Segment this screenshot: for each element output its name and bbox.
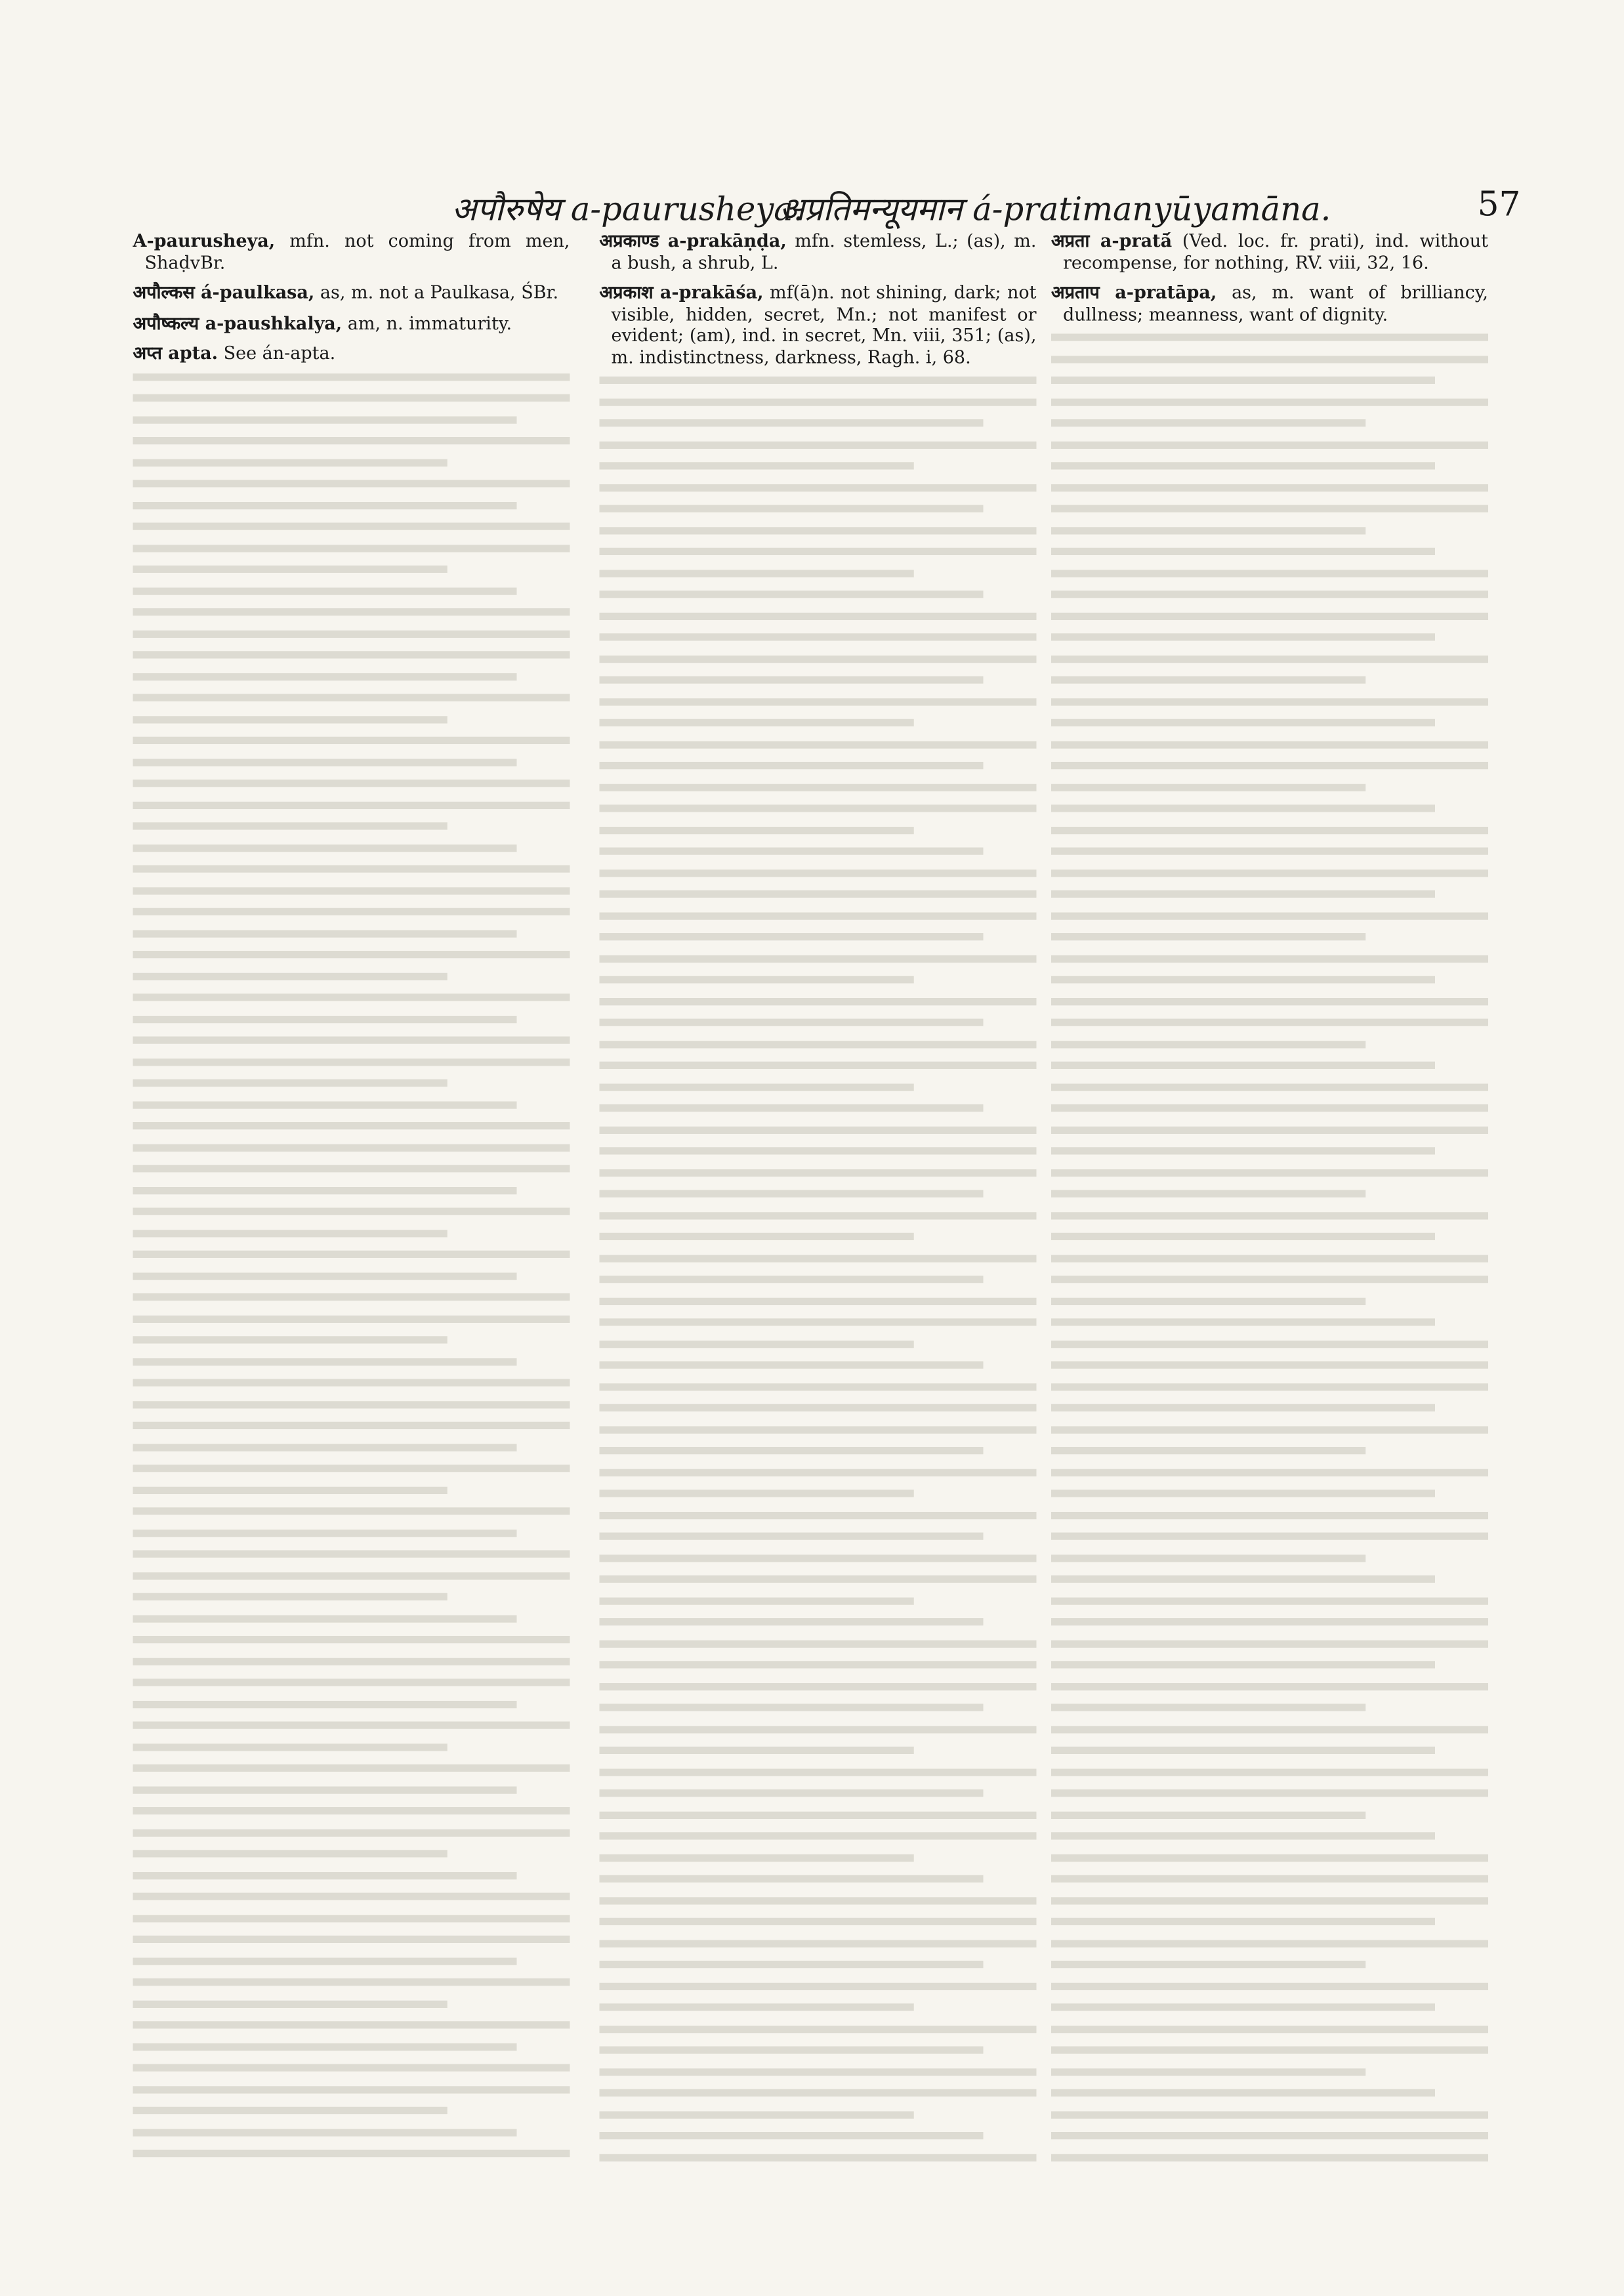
entry-text-placeholder <box>1051 719 1436 726</box>
entry-text-placeholder <box>133 1829 570 1836</box>
entry-text-placeholder <box>1051 955 1488 962</box>
entry-text-placeholder <box>1051 1297 1365 1305</box>
entry-text-placeholder <box>600 569 914 576</box>
entry-text-placeholder <box>600 677 984 684</box>
entry-text-placeholder <box>600 848 984 855</box>
entry-text-placeholder <box>600 441 1037 448</box>
text-columns <box>127 230 1521 2150</box>
entry-text-placeholder <box>600 1811 1037 1818</box>
entry-text-placeholder <box>600 2154 1037 2161</box>
entry-text-placeholder <box>1051 655 1488 662</box>
entry-text-placeholder <box>133 887 570 894</box>
entry-text-placeholder <box>600 1961 984 1968</box>
entry-text-placeholder <box>600 698 1037 705</box>
entry-text-placeholder <box>1051 1062 1436 1069</box>
entry-text-placeholder <box>1051 826 1488 833</box>
entry-text-placeholder <box>1051 1083 1488 1090</box>
entry-text-placeholder <box>1051 740 1488 747</box>
entry-text-placeholder <box>600 1211 1037 1219</box>
dictionary-entry <box>133 312 570 334</box>
entry-text-placeholder <box>1051 1276 1488 1283</box>
entry-headword: A-paurusheya, <box>133 230 276 251</box>
entry-text-placeholder <box>600 955 1037 962</box>
entry-text-placeholder <box>600 2025 1037 2032</box>
entry-definition: as, m. want of brilliancy, dullness; meanness, want of dignity. <box>1063 282 1488 324</box>
entry-text-placeholder <box>1051 2132 1488 2139</box>
entry-text-placeholder <box>600 655 1037 662</box>
entry-text-placeholder <box>133 1015 518 1022</box>
entry-text-placeholder <box>600 1939 1037 1946</box>
column-right <box>1051 230 1488 2150</box>
entry-text-placeholder <box>600 1297 1037 1305</box>
entry-text-placeholder <box>1051 1533 1488 1540</box>
entry-text-placeholder <box>600 633 1037 640</box>
entry-text-placeholder <box>133 2128 518 2135</box>
entry-text-placeholder <box>600 1126 1037 1133</box>
entry-text-placeholder <box>133 1100 518 1108</box>
entry-text-placeholder <box>600 976 914 983</box>
entry-text-placeholder <box>133 673 518 680</box>
entry-text-placeholder <box>1051 1104 1488 1112</box>
entry-text-placeholder <box>1051 612 1488 619</box>
entry-text-placeholder <box>600 526 1037 533</box>
entry-text-placeholder <box>600 484 1037 491</box>
entry-text-placeholder <box>1051 526 1365 533</box>
entry-text-placeholder <box>600 1789 984 1797</box>
header-right-guideword: अप्रतिमन्यूयमान á-pratimanyūyamāna. <box>780 192 1331 229</box>
entry-text-placeholder <box>1051 804 1436 812</box>
entry-text-placeholder <box>600 1768 1037 1775</box>
entry-text-placeholder <box>1051 890 1436 898</box>
entry-text-placeholder <box>600 997 1037 1005</box>
entry-text-placeholder <box>133 1914 570 1921</box>
entry-text-placeholder <box>133 737 570 744</box>
entry-text-placeholder <box>1051 462 1436 469</box>
entry-headword: अपौष्कल्य a-paushkalya, <box>133 312 343 333</box>
entry-text-placeholder <box>1051 548 1436 555</box>
entry-text-placeholder <box>1051 762 1488 769</box>
entry-text-placeholder <box>1051 783 1365 791</box>
entry-text-placeholder <box>600 1618 984 1625</box>
entry-text-placeholder <box>600 1597 914 1604</box>
entry-text-placeholder <box>1051 1362 1488 1369</box>
entry-text-placeholder <box>133 1122 570 1129</box>
entry-text-placeholder <box>133 1614 518 1621</box>
entry-text-placeholder <box>1051 334 1488 341</box>
entry-text-placeholder <box>133 2150 570 2157</box>
entry-text-placeholder <box>133 1658 570 1665</box>
entry-text-placeholder <box>133 1229 448 1236</box>
entry-text-placeholder <box>1051 591 1488 598</box>
entry-text-placeholder <box>133 1893 570 1900</box>
entry-text-placeholder <box>1051 1854 1488 1861</box>
entry-text-placeholder <box>600 1469 1037 1476</box>
entry-text-placeholder <box>133 1722 570 1729</box>
entry-text-placeholder <box>133 694 570 701</box>
entry-text-placeholder <box>1051 1597 1488 1604</box>
entry-text-placeholder <box>1051 1768 1488 1775</box>
entry-text-placeholder <box>1051 1725 1488 1732</box>
entry-text-placeholder <box>133 1551 570 1558</box>
entry-text-placeholder <box>133 1079 448 1087</box>
entry-text-placeholder <box>133 1400 570 1408</box>
entry-text-placeholder <box>133 459 448 466</box>
entry-text-placeholder <box>600 1918 1037 1925</box>
entry-text-placeholder <box>1051 1318 1436 1325</box>
entry-text-placeholder <box>133 1743 448 1750</box>
entry-headword: अप्रता a-pratā́ <box>1051 230 1173 251</box>
entry-text-placeholder <box>1051 1982 1488 1990</box>
entry-text-placeholder <box>600 1340 914 1347</box>
entry-text-placeholder <box>600 612 1037 619</box>
entry-headword: अप्त apta. <box>133 343 218 364</box>
entry-text-placeholder <box>1051 1961 1365 1968</box>
entry-text-placeholder <box>133 908 570 915</box>
entry-text-placeholder <box>600 548 1037 555</box>
column-left <box>133 230 570 2150</box>
entry-text-placeholder <box>133 1037 570 1044</box>
entry-text-placeholder <box>600 826 914 833</box>
entry-text-placeholder <box>600 1147 1037 1154</box>
entry-text-placeholder <box>133 1679 570 1686</box>
entry-text-placeholder <box>1051 1811 1365 1818</box>
dictionary-entry <box>133 282 570 304</box>
entry-definition: as, m. not a Paulkasa, ŚBr. <box>320 282 559 303</box>
entry-text-placeholder <box>600 419 984 427</box>
entry-text-placeholder <box>1051 976 1436 983</box>
entry-text-placeholder <box>1051 2068 1365 2075</box>
entry-text-placeholder <box>133 501 518 509</box>
entry-text-placeholder <box>600 762 984 769</box>
entry-text-placeholder <box>133 1785 518 1793</box>
entry-text-placeholder <box>600 1447 984 1454</box>
entry-text-placeholder <box>133 972 448 980</box>
entry-text-placeholder <box>133 608 570 616</box>
entry-text-placeholder <box>600 1725 1037 1732</box>
entry-text-placeholder <box>600 1554 1037 1561</box>
entry-text-placeholder <box>600 2047 984 2054</box>
entry-text-placeholder <box>133 480 570 487</box>
entry-text-placeholder <box>1051 505 1488 512</box>
column-middle <box>600 230 1037 2150</box>
entry-text-placeholder <box>600 1704 984 1711</box>
entry-text-placeholder <box>133 1293 570 1301</box>
entry-text-placeholder <box>133 715 448 722</box>
entry-text-placeholder <box>133 993 570 1001</box>
entry-text-placeholder <box>133 1144 570 1151</box>
entry-text-placeholder <box>133 1529 518 1536</box>
entry-text-placeholder <box>133 929 518 936</box>
dictionary-entry <box>133 343 570 364</box>
entry-text-placeholder <box>600 783 1037 791</box>
entry-text-placeholder <box>600 1190 984 1198</box>
dictionary-entry <box>1051 282 1488 325</box>
entry-text-placeholder <box>1051 1490 1436 1497</box>
entry-text-placeholder <box>600 2003 914 2011</box>
entry-text-placeholder <box>133 2064 570 2072</box>
entry-text-placeholder <box>600 1896 1037 1904</box>
entry-text-placeholder <box>1051 1682 1488 1690</box>
entry-text-placeholder <box>133 1700 518 1707</box>
entry-text-placeholder <box>1051 1939 1488 1946</box>
entry-text-placeholder <box>600 1576 1037 1583</box>
entry-text-placeholder <box>600 1854 914 1861</box>
entry-text-placeholder <box>600 1511 1037 1518</box>
entry-text-placeholder <box>600 1083 914 1090</box>
entry-text-placeholder <box>133 1315 570 1322</box>
entry-text-placeholder <box>1051 484 1488 491</box>
entry-text-placeholder <box>133 1957 518 1964</box>
entry-text-placeholder <box>600 1533 984 1540</box>
entry-text-placeholder <box>1051 1169 1488 1176</box>
entry-text-placeholder <box>133 758 518 765</box>
entry-text-placeholder <box>133 651 570 658</box>
entry-text-placeholder <box>600 1040 1037 1047</box>
entry-text-placeholder <box>133 2021 570 2028</box>
running-header <box>127 186 1521 228</box>
entry-text-placeholder <box>133 2107 448 2114</box>
entry-text-placeholder <box>133 1165 570 1172</box>
entry-text-placeholder <box>600 1640 1037 1647</box>
entry-text-placeholder <box>1051 1747 1436 1754</box>
entry-text-placeholder <box>133 587 518 594</box>
entry-definition: (Ved. loc. fr. prati), ind. without recompense, for nothing, RV. viii, 32, 16. <box>1063 230 1488 273</box>
entry-text-placeholder <box>1051 569 1488 576</box>
entry-text-placeholder <box>600 1661 1037 1668</box>
entry-text-placeholder <box>133 2000 448 2007</box>
entry-text-placeholder <box>1051 1640 1488 1647</box>
entry-text-placeholder <box>133 415 518 423</box>
entry-text-placeholder <box>133 1572 570 1579</box>
page-number: 57 <box>1477 186 1521 224</box>
header-left-guideword: अपौरुषेय a-paurusheya. <box>451 192 804 229</box>
entry-text-placeholder <box>1051 1147 1436 1154</box>
entry-text-placeholder <box>1051 2025 1488 2032</box>
entry-definition: mf(ā)n. not shining, dark; not visible, hidden, secret, Mn.; not manifest or evident; (am), ind. in secret, Mn. viii, 351; (as), m. indistinctness, darkness, Ragh. i, 68. <box>611 282 1037 367</box>
entry-text-placeholder <box>133 1978 570 1986</box>
entry-text-placeholder <box>600 2110 914 2118</box>
entry-text-placeholder <box>600 933 984 940</box>
entry-text-placeholder <box>600 2132 984 2139</box>
dictionary-entry <box>600 282 1037 368</box>
entry-text-placeholder <box>133 844 518 851</box>
entry-text-placeholder <box>133 866 570 873</box>
entry-text-placeholder <box>1051 1190 1365 1198</box>
entry-text-placeholder <box>133 1058 570 1065</box>
entry-text-placeholder <box>1051 1704 1365 1711</box>
entry-text-placeholder <box>1051 1469 1488 1476</box>
entry-text-placeholder <box>133 1507 570 1514</box>
entry-text-placeholder <box>1051 1896 1488 1904</box>
entry-text-placeholder <box>1051 419 1365 427</box>
entry-text-placeholder <box>133 1871 518 1879</box>
entry-text-placeholder <box>1051 1447 1365 1454</box>
entry-text-placeholder <box>133 1251 570 1258</box>
entry-text-placeholder <box>600 377 1037 384</box>
entry-text-placeholder <box>1051 1340 1488 1347</box>
entry-definition: mfn. not coming from men, ShaḍvBr. <box>144 230 570 273</box>
entry-text-placeholder <box>600 1169 1037 1176</box>
entry-text-placeholder <box>600 1104 984 1112</box>
entry-text-placeholder <box>133 1186 518 1194</box>
dictionary-entry <box>133 230 570 273</box>
entry-text-placeholder <box>600 1362 984 1369</box>
entry-text-placeholder <box>600 1490 914 1497</box>
entry-text-placeholder <box>133 566 448 573</box>
entry-text-placeholder <box>133 2085 570 2093</box>
entry-text-placeholder <box>600 1747 914 1754</box>
entry-text-placeholder <box>600 1062 1037 1069</box>
entry-text-placeholder <box>1051 677 1365 684</box>
entry-text-placeholder <box>133 1807 570 1814</box>
entry-text-placeholder <box>600 1875 984 1883</box>
entry-text-placeholder <box>600 1019 984 1026</box>
entry-text-placeholder <box>1051 1404 1436 1411</box>
entry-text-placeholder <box>1051 1661 1436 1668</box>
entry-text-placeholder <box>1051 1040 1365 1047</box>
entry-text-placeholder <box>1051 869 1488 876</box>
dictionary-entry <box>1051 230 1488 273</box>
entry-text-placeholder <box>133 822 448 829</box>
entry-definition: mfn. stemless, L.; (as), m. a bush, a shrub, L. <box>611 230 1037 273</box>
entry-text-placeholder <box>133 1465 570 1472</box>
entry-text-placeholder <box>133 373 570 380</box>
entry-text-placeholder <box>1051 355 1488 362</box>
entry-text-placeholder <box>1051 1832 1436 1839</box>
entry-text-placeholder <box>600 505 984 512</box>
entry-text-placeholder <box>600 1832 1037 1839</box>
entry-headword: अप्रकाश a-prakāśa, <box>599 282 764 303</box>
entry-text-placeholder <box>1051 377 1436 384</box>
entry-text-placeholder <box>600 911 1037 919</box>
entry-text-placeholder <box>600 1233 914 1240</box>
entry-definition: am, n. immaturity. <box>347 312 512 333</box>
entry-text-placeholder <box>1051 1789 1488 1797</box>
entry-text-placeholder <box>133 630 570 637</box>
entry-text-placeholder <box>1051 398 1488 405</box>
entry-text-placeholder <box>600 591 984 598</box>
entry-text-placeholder <box>133 1936 570 1943</box>
entry-text-placeholder <box>133 1379 570 1387</box>
entry-text-placeholder <box>133 1358 518 1365</box>
entry-text-placeholder <box>1051 2003 1436 2011</box>
entry-text-placeholder <box>133 780 570 787</box>
entry-text-placeholder <box>600 1254 1037 1261</box>
entry-text-placeholder <box>600 1682 1037 1690</box>
entry-text-placeholder <box>133 1850 448 1857</box>
entry-text-placeholder <box>133 1422 570 1429</box>
entry-text-placeholder <box>133 437 570 444</box>
entry-text-placeholder <box>600 719 914 726</box>
entry-text-placeholder <box>133 544 570 551</box>
entry-text-placeholder <box>1051 2154 1488 2161</box>
entry-text-placeholder <box>600 1425 1037 1432</box>
entry-text-placeholder <box>600 462 914 469</box>
entry-text-placeholder <box>1051 1211 1488 1219</box>
entry-text-placeholder <box>133 1208 570 1215</box>
entry-text-placeholder <box>133 951 570 958</box>
entry-text-placeholder <box>600 1318 1037 1325</box>
entry-text-placeholder <box>1051 997 1488 1005</box>
entry-text-placeholder <box>1051 1511 1488 1518</box>
entry-text-placeholder <box>1051 848 1488 855</box>
entry-text-placeholder <box>1051 1554 1365 1561</box>
entry-text-placeholder <box>1051 1233 1436 1240</box>
entry-text-placeholder <box>133 801 570 808</box>
entry-text-placeholder <box>1051 698 1488 705</box>
entry-text-placeholder <box>1051 1425 1488 1432</box>
entry-text-placeholder <box>600 2068 1037 2075</box>
entry-text-placeholder <box>133 1486 448 1493</box>
entry-text-placeholder <box>133 2043 518 2050</box>
entry-headword: अपौल्कस á-paulkasa, <box>133 282 315 303</box>
entry-text-placeholder <box>133 1593 448 1600</box>
entry-text-placeholder <box>600 1404 1037 1411</box>
entry-text-placeholder <box>133 1272 518 1279</box>
entry-text-placeholder <box>600 1982 1037 1990</box>
entry-text-placeholder <box>1051 1019 1488 1026</box>
entry-text-placeholder <box>1051 1126 1488 1133</box>
entry-text-placeholder <box>1051 1618 1488 1625</box>
entry-text-placeholder <box>133 394 570 402</box>
entry-text-placeholder <box>1051 2110 1488 2118</box>
entry-text-placeholder <box>600 869 1037 876</box>
entry-text-placeholder <box>1051 441 1488 448</box>
dictionary-entry <box>600 230 1037 273</box>
entry-text-placeholder <box>133 1336 448 1343</box>
entry-headword: अप्रताप a-pratāpa, <box>1051 282 1217 303</box>
entry-text-placeholder <box>1051 1383 1488 1390</box>
entry-text-placeholder <box>1051 1254 1488 1261</box>
entry-text-placeholder <box>133 1764 570 1772</box>
entry-headword: अप्रकाण्ड a-prakāṇḍa, <box>599 230 787 251</box>
entry-text-placeholder <box>600 398 1037 405</box>
entry-text-placeholder <box>600 2089 1037 2097</box>
entry-text-placeholder <box>1051 933 1365 940</box>
entry-text-placeholder <box>1051 2047 1488 2054</box>
entry-text-placeholder <box>133 1636 570 1643</box>
entry-definition: See án-apta. <box>223 343 336 364</box>
entry-text-placeholder <box>600 890 1037 898</box>
entry-text-placeholder <box>1051 1918 1436 1925</box>
entry-text-placeholder <box>1051 1875 1488 1883</box>
entry-text-placeholder <box>1051 633 1436 640</box>
entry-text-placeholder <box>600 740 1037 747</box>
entry-text-placeholder <box>133 1443 518 1450</box>
entry-text-placeholder <box>1051 2089 1436 2097</box>
entry-text-placeholder <box>600 1276 984 1283</box>
entry-text-placeholder <box>1051 911 1488 919</box>
entry-text-placeholder <box>600 804 1037 812</box>
entry-text-placeholder <box>600 1383 1037 1390</box>
entry-text-placeholder <box>133 523 570 530</box>
entry-text-placeholder <box>1051 1576 1436 1583</box>
